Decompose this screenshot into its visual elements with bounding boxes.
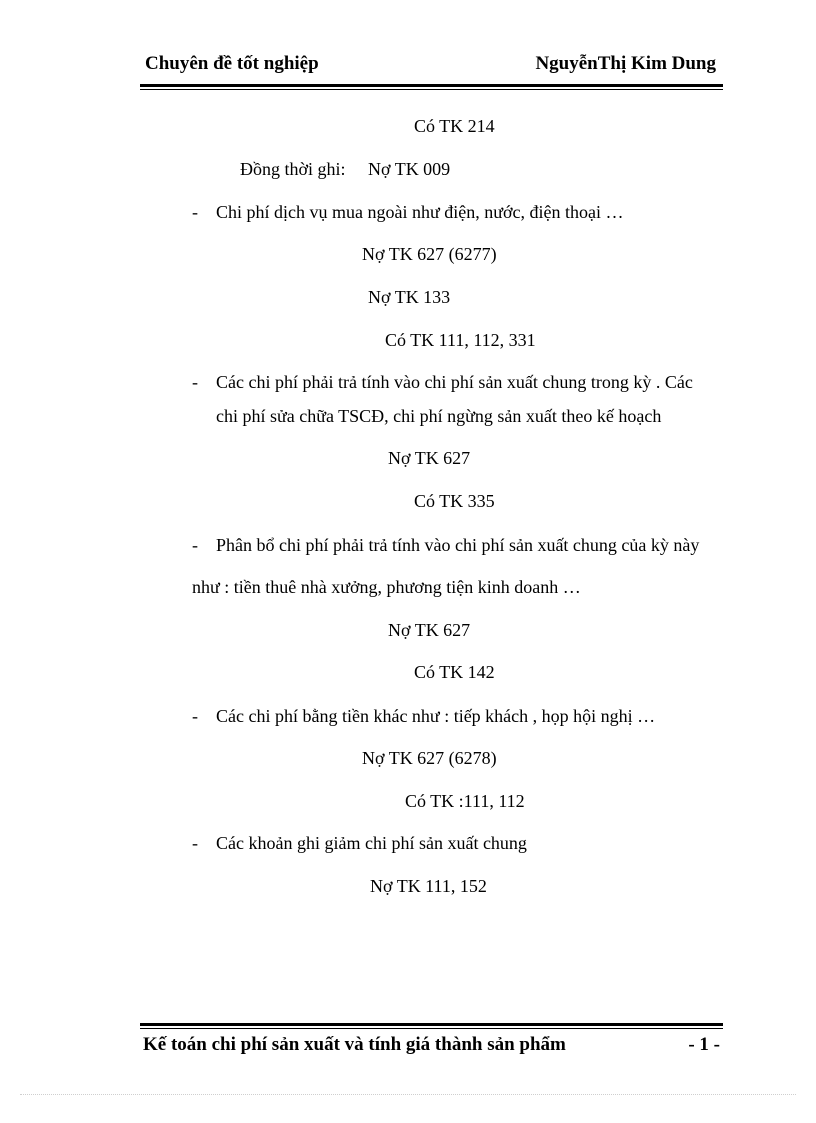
entry-credit-214: Có TK 214 bbox=[414, 116, 495, 136]
entry-debit-111-152: Nợ TK 111, 152 bbox=[370, 876, 487, 896]
footer-title: Kế toán chi phí sản xuất và tính giá thành sản phẩm bbox=[143, 1034, 566, 1055]
bullet-dash: - bbox=[192, 202, 198, 222]
entry-credit-335: Có TK 335 bbox=[414, 491, 495, 511]
item-allocation-line2: như : tiền thuê nhà xưởng, phương tiện kinh doanh … bbox=[192, 577, 581, 597]
item-accrued-costs-line2: chi phí sửa chữa TSCĐ, chi phí ngừng sản xuất theo kế hoạch bbox=[216, 406, 662, 426]
footer-rule-thin bbox=[140, 1028, 723, 1029]
item-other-cash-costs: Các chi phí bằng tiền khác như : tiếp khách , họp hội nghị … bbox=[216, 706, 656, 726]
entry-credit-142: Có TK 142 bbox=[414, 662, 495, 682]
header-rule-thin bbox=[140, 89, 723, 90]
entry-debit-627-6278: Nợ TK 627 (6278) bbox=[362, 748, 497, 768]
bullet-dash: - bbox=[192, 535, 198, 555]
entry-credit-111-112-331: Có TK 111, 112, 331 bbox=[385, 330, 536, 350]
page-number: - 1 - bbox=[688, 1034, 720, 1055]
entry-debit-627: Nợ TK 627 bbox=[388, 620, 471, 640]
item-cost-reductions: Các khoản ghi giảm chi phí sản xuất chung bbox=[216, 833, 527, 853]
entry-debit-627: Nợ TK 627 bbox=[388, 448, 471, 468]
bullet-dash: - bbox=[192, 706, 198, 726]
bullet-dash: - bbox=[192, 833, 198, 853]
entry-credit-111-112: Có TK :111, 112 bbox=[405, 791, 525, 811]
header-author: NguyễnThị Kim Dung bbox=[535, 53, 716, 74]
page-edge-divider bbox=[20, 1094, 796, 1095]
entry-debit-627-6277: Nợ TK 627 (6277) bbox=[362, 244, 497, 264]
header-rule-thick bbox=[140, 84, 723, 87]
item-outsourced-services: Chi phí dịch vụ mua ngoài như điện, nước, điện thoại … bbox=[216, 202, 624, 222]
item-accrued-costs-line1: Các chi phí phải trả tính vào chi phí sản xuất chung trong kỳ . Các bbox=[216, 372, 693, 392]
item-allocation-line1: Phân bổ chi phí phải trả tính vào chi phí sản xuất chung của kỳ này bbox=[216, 535, 700, 555]
bullet-dash: - bbox=[192, 372, 198, 392]
header-title: Chuyên đề tốt nghiệp bbox=[145, 53, 319, 74]
entry-debit-133: Nợ TK 133 bbox=[368, 287, 451, 307]
footer-rule-thick bbox=[140, 1023, 723, 1026]
simultaneous-label: Đồng thời ghi: bbox=[240, 159, 346, 179]
entry-debit-009: Nợ TK 009 bbox=[368, 159, 451, 179]
